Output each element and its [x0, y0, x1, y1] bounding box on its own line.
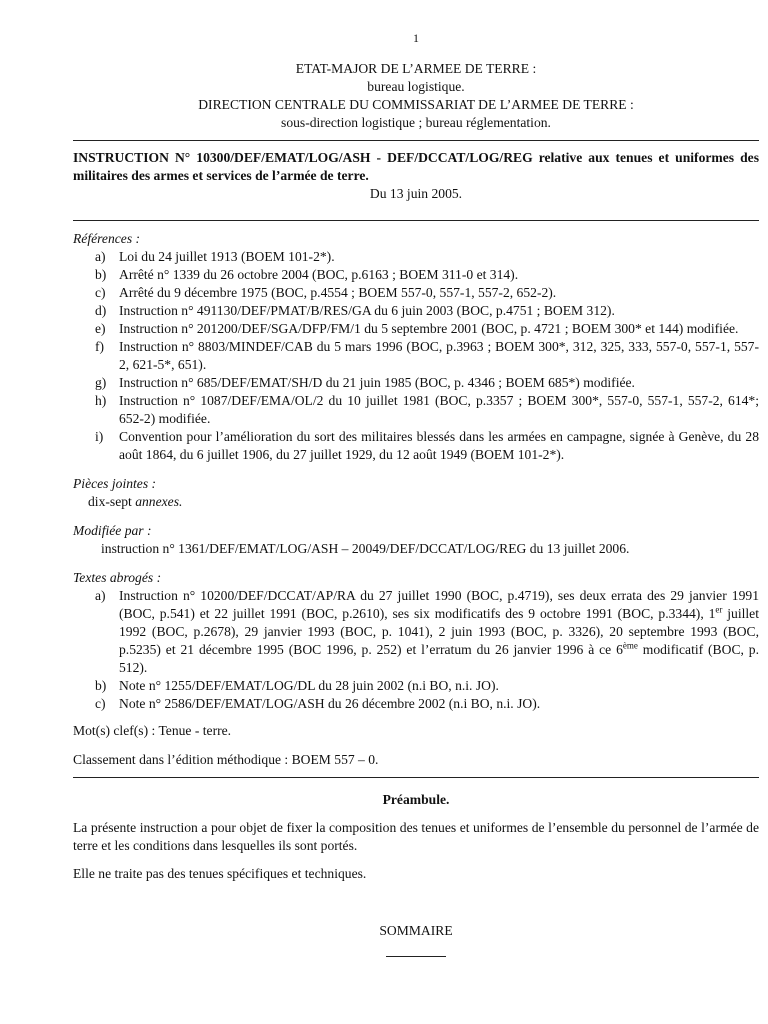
repealed-label: Textes abrogés :	[73, 570, 162, 585]
repealed-list	[73, 587, 759, 713]
list-item	[73, 392, 759, 428]
document-date: Du 13 juin 2005.	[369, 186, 463, 201]
list-text: Instruction n° 491130/DEF/PMAT/B/RES/GA du 6 juin 2003 (BOC, p.4751 ; BOEM 312).	[119, 303, 615, 318]
list-letter: e)	[95, 321, 106, 336]
title-block	[73, 149, 759, 203]
list-item	[73, 695, 759, 713]
attachments-section	[73, 475, 759, 511]
classification: Classement dans l’édition méthodique : BOEM 557 – 0.	[73, 752, 379, 767]
list-text: Note n° 1255/DEF/EMAT/LOG/DL du 28 juin 2002 (n.i BO, n.i. JO).	[119, 678, 499, 693]
header-line-2: bureau logistique.	[367, 79, 465, 94]
list-letter: i)	[95, 429, 104, 444]
list-item	[73, 266, 759, 284]
list-text: Instruction n° 685/DEF/EMAT/SH/D du 21 juin 1985 (BOC, p. 4346 ; BOEM 685*) modifiée.	[119, 375, 635, 390]
preamble-paragraph-2: Elle ne traite pas des tenues spécifiques et techniques.	[73, 866, 367, 881]
modified-by-label: Modifiée par :	[73, 523, 152, 538]
list-text: Convention pour l’amélioration du sort des militaires blessés dans les armées en campagne, signée à Genève, du 28 août 1864, du 6 juillet 1906, du 27 juillet 1929, du 12 août 1949 (BOEM 101-2*).	[119, 429, 759, 462]
document-title: INSTRUCTION N° 10300/DEF/EMAT/LOG/ASH - DEF/DCCAT/LOG/REG relative aux tenues et uniformes des militaires des armes et services de l’armée de terre.	[73, 150, 759, 183]
preamble-paragraph-1: La présente instruction a pour objet de fixer la composition des tenues et uniformes de l’ensemble du personnel de l’armée de terre et les conditions dans lesquelles ils sont portés.	[73, 820, 759, 853]
list-text: Loi du 24 juillet 1913 (BOEM 101-2*).	[119, 249, 335, 264]
list-letter: a)	[95, 249, 106, 264]
summary-underline	[73, 944, 759, 962]
modified-by-section	[73, 522, 759, 558]
list-text: Arrêté n° 1339 du 26 octobre 2004 (BOC, p.6163 ; BOEM 311-0 et 314).	[119, 267, 519, 282]
list-text: Note n° 2586/DEF/EMAT/LOG/ASH du 26 décembre 2002 (n.i BO, n.i. JO).	[119, 696, 541, 711]
attachments-label: Pièces jointes :	[73, 476, 157, 491]
document-page	[73, 0, 759, 962]
document-header	[73, 60, 759, 132]
attachments-value	[73, 493, 759, 511]
list-letter: d)	[95, 303, 107, 318]
list-text-part: modificatif (BOC, p. 512).	[119, 642, 759, 675]
list-item	[73, 428, 759, 464]
references-label: Références :	[73, 231, 141, 246]
list-letter: b)	[95, 267, 107, 282]
list-letter: a)	[95, 588, 106, 603]
attachments-type: annexes.	[135, 494, 183, 509]
list-letter: c)	[95, 285, 106, 300]
references-list	[73, 248, 759, 464]
keywords: Mot(s) clef(s) : Tenue - terre.	[73, 723, 232, 738]
list-item	[73, 338, 759, 374]
list-text: Arrêté du 9 décembre 1975 (BOC, p.4554 ; BOEM 557-0, 557-1, 557-2, 652-2).	[119, 285, 557, 300]
list-item	[73, 248, 759, 266]
list-item	[73, 320, 759, 338]
list-item	[73, 587, 759, 677]
list-text: Instruction n° 8803/MINDEF/CAB du 5 mars 1996 (BOC, p.3963 ; BOEM 300*, 312, 325, 333, 557-0, 557-1, 557-2, 621-5*, 651).	[119, 339, 759, 372]
list-letter: b)	[95, 678, 107, 693]
superscript: er	[715, 604, 723, 615]
header-line-4: sous-direction logistique ; bureau réglementation.	[281, 115, 551, 130]
list-letter: f)	[95, 339, 105, 354]
header-line-1: ETAT-MAJOR DE L’ARMEE DE TERRE :	[295, 61, 537, 76]
divider	[73, 220, 759, 221]
list-item	[73, 302, 759, 320]
page-number: 1	[413, 31, 419, 45]
list-item	[73, 677, 759, 695]
summary-heading: SOMMAIRE	[379, 923, 453, 938]
divider	[73, 140, 759, 141]
attachments-count: dix-sept	[88, 494, 136, 509]
repealed-section	[73, 569, 759, 713]
list-text: Instruction n° 1087/DEF/EMA/OL/2 du 10 juillet 1981 (BOC, p.3357 ; BOEM 300*, 557-0, 557-1, 557-2, 614*; 652-2) modifiée.	[119, 393, 759, 426]
references-section	[73, 230, 759, 464]
list-letter: g)	[95, 375, 107, 390]
header-line-3: DIRECTION CENTRALE DU COMMISSARIAT DE L’ARMEE DE TERRE :	[198, 97, 634, 112]
list-text: Instruction n° 201200/DEF/SGA/DFP/FM/1 du 5 septembre 2001 (BOC, p. 4721 ; BOEM 300* et 144) modifiée.	[119, 321, 739, 336]
superscript: ème	[622, 640, 638, 651]
preamble-title: Préambule.	[382, 792, 450, 807]
list-text-part: juillet 1992 (BOC, p.2678), 29 janvier 1993 (BOC, p. 1041), 2 juin 1993 (BOC, p. 3326), 20 septembre 1993 (BOC, p.5235) et 21 décembre 1995 (BOC 1996, p. 252) et l’erratum du 26 janvier 1996 à ce 6	[119, 606, 759, 657]
list-item	[73, 284, 759, 302]
list-letter: h)	[95, 393, 107, 408]
modified-by-value: instruction n° 1361/DEF/EMAT/LOG/ASH – 20049/DEF/DCCAT/LOG/REG du 13 juillet 2006.	[101, 541, 630, 556]
list-text	[119, 588, 759, 675]
list-text-part: Instruction n° 10200/DEF/DCCAT/AP/RA du 27 juillet 1990 (BOC, p.4719), ses deux errata des 29 janvier 1991 (BOC, p.541) et 22 juillet 1991 (BOC, p.2610), ses six modificatifs des 9 octobre 1991 (BOC, p.3344), 1	[119, 588, 759, 621]
list-item	[73, 374, 759, 392]
list-letter: c)	[95, 696, 106, 711]
divider	[73, 777, 759, 778]
